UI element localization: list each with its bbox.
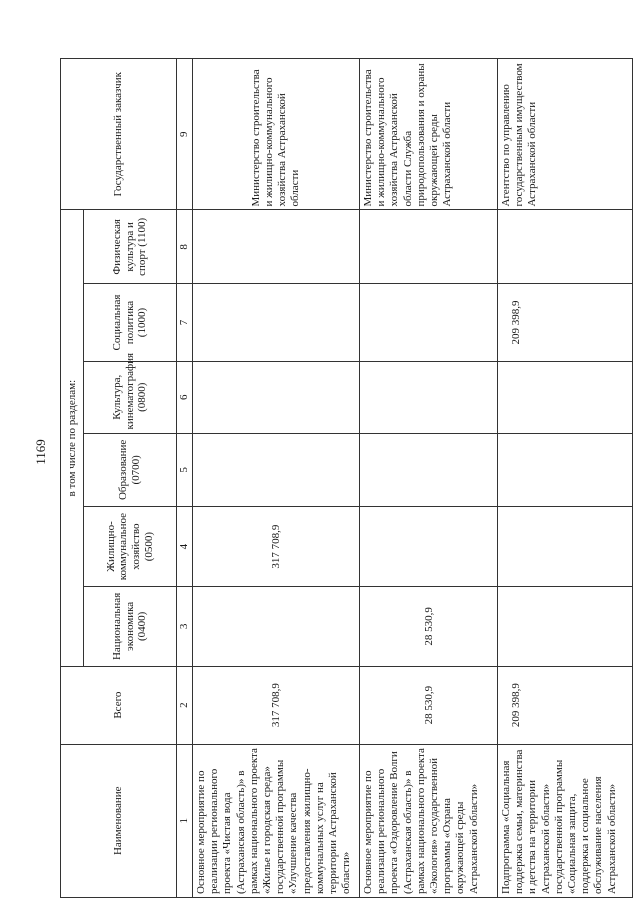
row-section-value: 317 708,9 (193, 507, 360, 587)
row-section-value: 28 530,9 (360, 586, 498, 666)
row-total: 28 530,9 (360, 666, 498, 744)
column-number: 7 (177, 284, 193, 362)
row-section-value (360, 284, 498, 362)
row-total: 317 708,9 (193, 666, 360, 744)
row-section-value (498, 361, 633, 433)
row-name: Основное мероприятие по реализации регионального проекта «Чистая вода (Астраханская область)» в рамках национального проекта «Жилье и городская среда» государственной программы «Улучшение качества предоставления жилищно-коммунальных услуг на территории Астраханской области» (193, 744, 360, 897)
header-section: Образование (0700) (84, 433, 177, 507)
header-section: Национальная экономика (0400) (84, 586, 177, 666)
row-section-value (360, 433, 498, 507)
header-section: Социальная политика (1000) (84, 284, 177, 362)
header-customer: Государственный заказчик (61, 59, 177, 211)
page-number: 1169 (33, 439, 48, 465)
row-name: Основное мероприятие по реализации регионального проекта «Оздоровление Волги (Астраханская область)» в рамках национального проекта «Экология» государственной программы «Охрана окружающей среды Астраханской области» (360, 744, 498, 897)
header-subgroup: в том числе по разделам: (61, 210, 84, 666)
header-name: Наименование (61, 744, 177, 897)
row-total: 209 398,9 (498, 666, 633, 744)
rotated-table-sheet (60, 58, 639, 898)
row-section-value (360, 210, 498, 284)
header-row-1 (61, 59, 84, 898)
column-number: 5 (177, 433, 193, 507)
column-number: 2 (177, 666, 193, 744)
table-row (360, 59, 498, 898)
row-section-value: 209 398,9 (498, 284, 633, 362)
table-row (498, 59, 633, 898)
column-number: 4 (177, 507, 193, 587)
row-section-value (498, 507, 633, 587)
row-section-value (498, 433, 633, 507)
row-customer: Министерство строительства и жилищно-коммунального хозяйства Астраханской области (193, 59, 360, 211)
row-customer: Агентство по управлению государственным имуществом Астраханской области (498, 59, 633, 211)
column-number: 9 (177, 59, 193, 211)
row-section-value (193, 586, 360, 666)
header-section: Культура, кинематография (0800) (84, 361, 177, 433)
row-section-value (498, 586, 633, 666)
column-number: 3 (177, 586, 193, 666)
row-section-value (193, 284, 360, 362)
row-customer: Министерство строительства и жилищно-коммунального хозяйства Астраханской области Служба природопользования и охраны окружающей среды Астраханской области (360, 59, 498, 211)
budget-table (60, 58, 633, 898)
header-section: Жилищно-коммунальное хозяйство (0500) (84, 507, 177, 587)
row-section-value (193, 361, 360, 433)
row-section-value (360, 507, 498, 587)
row-section-value (193, 433, 360, 507)
row-name: Подпрограмма «Социальная поддержка семьи, материнства и детства на территории Астраханской области» государственной программы «Социальная защита, поддержка и социальное обслуживание населения Астраханской области» (498, 744, 633, 897)
table-row (193, 59, 360, 898)
row-section-value (498, 210, 633, 284)
column-number: 6 (177, 361, 193, 433)
column-number: 1 (177, 744, 193, 897)
header-total: Всего (61, 666, 177, 744)
column-number: 8 (177, 210, 193, 284)
header-section: Физическая культура и спорт (1100) (84, 210, 177, 284)
row-section-value (193, 210, 360, 284)
column-number-row (177, 59, 193, 898)
row-section-value (360, 361, 498, 433)
